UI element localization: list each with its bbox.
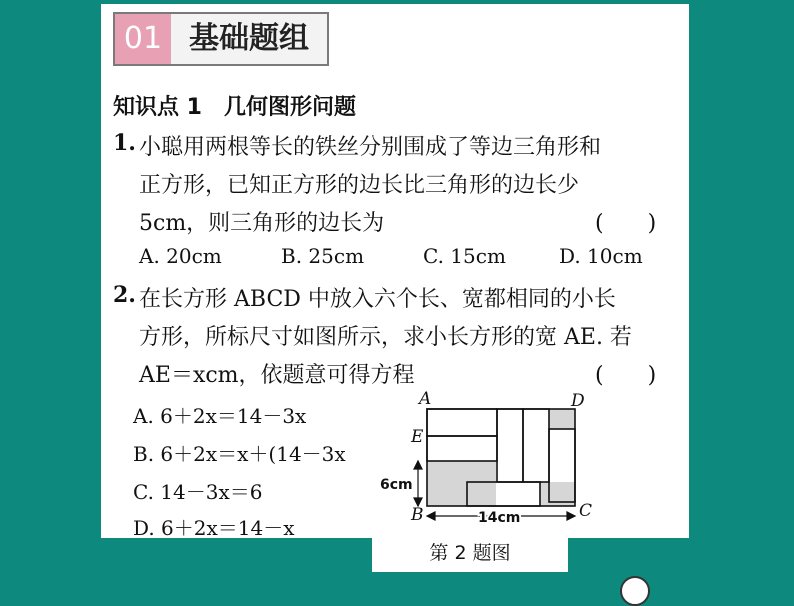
- figure-caption-card: [372, 536, 568, 572]
- rectangle-figure: [101, 4, 689, 538]
- q2-answer-paren: ( ): [595, 363, 657, 388]
- figure-caption: 第 2 题图: [429, 542, 511, 564]
- q2-line3: AE＝xcm，依题意可得方程: [139, 363, 415, 388]
- height-arrow-top: [414, 461, 422, 469]
- height-dimension-label: 6cm: [380, 477, 413, 493]
- q1-number: 1.: [113, 130, 136, 156]
- small-rect-2: [427, 436, 497, 461]
- small-rect-1: [427, 409, 497, 436]
- mascot-icon: [620, 576, 650, 606]
- q2-option-a: A. 6＋2x＝14－3x: [133, 404, 307, 428]
- q1-option-c: C. 15cm: [423, 244, 506, 268]
- q1-option-a: A. 20cm: [139, 244, 222, 268]
- q2-option-c: C. 14－3x＝6: [133, 480, 263, 504]
- q1-answer-paren: ( ): [595, 211, 657, 236]
- shaded-region-top-right: [549, 409, 575, 429]
- width-dimension-label: 14cm: [478, 510, 521, 526]
- q1-line3: 5cm，则三角形的边长为: [139, 211, 385, 236]
- q2-option-d: D. 6＋2x＝14－x: [133, 516, 295, 540]
- q1-line1: 小聪用两根等长的铁丝分别围成了等边三角形和: [139, 135, 602, 160]
- width-arrow-right: [567, 512, 575, 520]
- label-e: E: [411, 427, 424, 447]
- width-arrow-left: [427, 512, 435, 520]
- q1-option-b: B. 25cm: [281, 244, 365, 268]
- knowledge-point-title: 知识点 1 几何图形问题: [113, 95, 356, 120]
- q2-option-b: B. 6＋2x＝x＋(14－3x: [133, 442, 346, 466]
- q1-option-d: D. 10cm: [559, 244, 643, 268]
- label-b: B: [411, 505, 424, 525]
- badge-number: 01: [113, 12, 173, 66]
- q1-line2: 正方形，已知正方形的边长比三角形的边长少: [139, 173, 580, 198]
- label-c: C: [579, 501, 593, 521]
- shaded-region-left: [427, 461, 496, 506]
- badge-title: 基础题组: [171, 12, 329, 66]
- small-rect-3: [497, 409, 523, 482]
- label-d: D: [571, 391, 585, 411]
- question-card: [101, 4, 689, 538]
- label-a: A: [419, 389, 432, 409]
- q2-number: 2.: [113, 282, 136, 308]
- small-rect-4: [523, 409, 549, 482]
- q2-line1: 在长方形 ABCD 中放入六个长、宽都相同的小长: [139, 287, 616, 312]
- q2-line2: 方形，所标尺寸如图所示，求小长方形的宽 AE. 若: [139, 325, 632, 350]
